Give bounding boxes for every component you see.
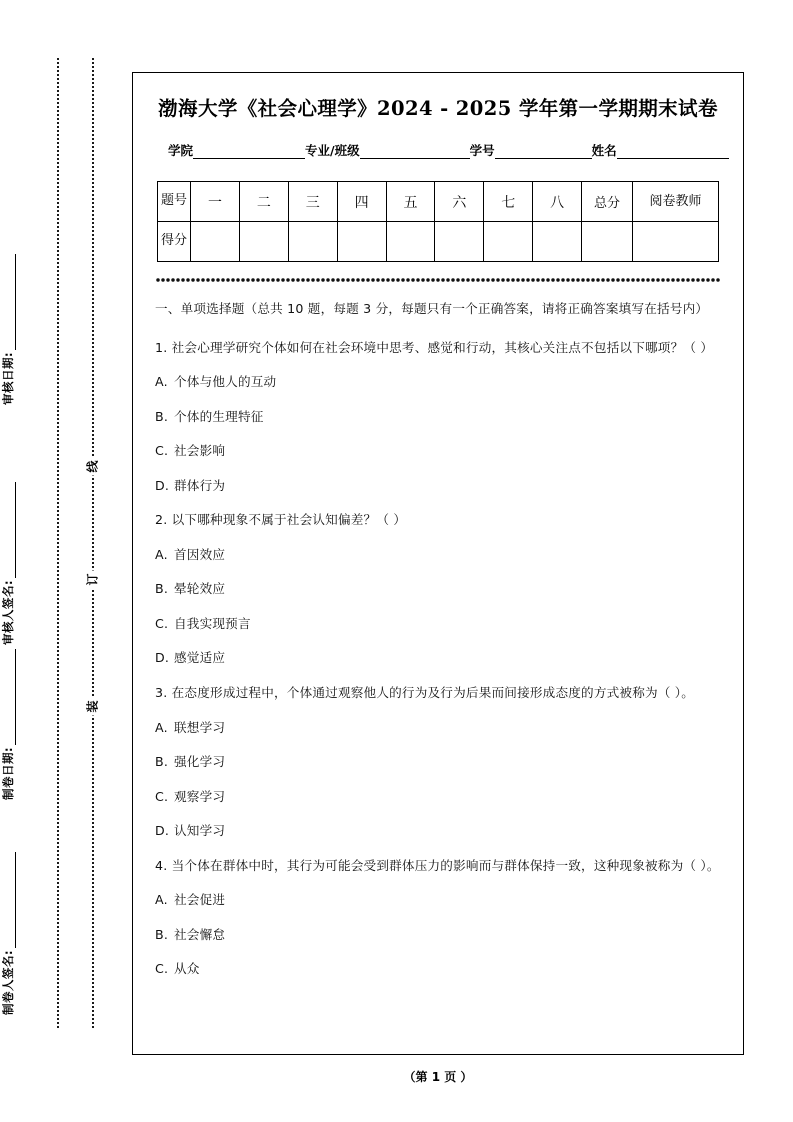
question-2-option-b[interactable] [155, 577, 721, 602]
question-2-option-c-text: 自我实现预言 [174, 615, 251, 631]
question-2-option-d-text: 感觉适应 [174, 650, 226, 666]
question-1-option-d[interactable] [155, 474, 721, 499]
left-margin-strip [0, 0, 128, 1122]
question-4-option-a-key: A. [155, 892, 168, 908]
question-3-text: 在态度形成过程中，个体通过观察他人的行为及行为后果而间接形成态度的方式被称为（ ）。 [171, 685, 695, 701]
score-cell-3[interactable] [288, 222, 337, 262]
margin-dotted-rule-inner [92, 58, 94, 1028]
question-2-option-b-text: 晕轮效应 [174, 581, 226, 597]
question-3-option-b-key: B. [155, 754, 169, 770]
question-3-option-b-text: 强化学习 [174, 754, 226, 770]
question-3-option-c[interactable] [155, 785, 721, 810]
score-table-col-5: 五 [386, 182, 435, 222]
question-4-option-c-key: C. [155, 961, 169, 977]
major-class-label: 专业/班级 [305, 143, 360, 158]
paper-made-date-text: 制卷日期: [1, 746, 15, 800]
score-table-col-3: 三 [288, 182, 337, 222]
question-1-option-c-key: C. [155, 443, 169, 459]
question-3-option-a-key: A. [155, 719, 168, 735]
question-1-option-b-key: B. [155, 408, 169, 424]
question-4-number: 4. [155, 857, 168, 873]
question-2-option-a-text: 首因效应 [174, 546, 226, 562]
question-4-option-a-text: 社会促进 [174, 892, 226, 908]
question-3-option-d[interactable] [155, 819, 721, 844]
margin-dotted-rule-outer [57, 58, 59, 1028]
score-table-rowhead-score: 得分 [158, 222, 191, 262]
review-date-blank [4, 254, 16, 350]
question-2-option-b-key: B. [155, 581, 169, 597]
score-table-rowhead-question: 题号 [158, 182, 191, 222]
college-label: 学院 [168, 143, 194, 158]
score-table-col-7: 七 [484, 182, 533, 222]
exam-sheet [132, 72, 744, 1055]
question-4-text: 当个体在群体中时，其行为可能会受到群体压力的影响而与群体保持一致，这种现象被称为（ ）。 [171, 857, 720, 873]
question-1-option-a-text: 个体与他人的互动 [174, 374, 277, 390]
paper-maker-signature-text: 制卷人签名: [1, 949, 15, 1015]
question-4-option-c-text: 从众 [174, 961, 200, 977]
review-date-text: 审核日期: [1, 351, 15, 405]
score-table-col-1: 一 [191, 182, 240, 222]
page-footer: （第 1 页 ） [403, 1070, 473, 1084]
binding-mark-line: 线 [81, 458, 104, 476]
score-cell-6[interactable] [435, 222, 484, 262]
question-2-text: 以下哪种现象不属于社会认知偏差？（ ） [171, 512, 407, 528]
college-input[interactable] [193, 145, 305, 159]
section-heading: 一、单项选择题（总共 10 题，每题 3 分，每题只有一个正确答案，请将正确答案填写在括号内） [155, 301, 709, 316]
binding-mark-order: 订 [81, 571, 104, 589]
question-1-option-a-key: A. [155, 374, 168, 390]
student-name-input[interactable] [617, 145, 729, 159]
question-3-number: 3. [155, 685, 168, 701]
student-id-label: 学号 [469, 143, 495, 158]
question-2-option-c[interactable] [155, 612, 721, 637]
question-1-option-c-text: 社会影响 [174, 443, 226, 459]
question-2-number: 2. [155, 512, 168, 528]
table-row-question-numbers [158, 182, 719, 222]
question-4-option-b-key: B. [155, 926, 169, 942]
question-4-option-a[interactable] [155, 888, 721, 913]
question-2-option-d-key: D. [155, 650, 170, 666]
paper-maker-signature-label [0, 715, 16, 1015]
student-id-field[interactable] [470, 141, 592, 159]
question-2 [155, 508, 721, 533]
question-1-option-b-text: 个体的生理特征 [174, 408, 264, 424]
question-2-option-d[interactable] [155, 646, 721, 671]
question-body [155, 297, 721, 982]
question-3-option-b[interactable] [155, 750, 721, 775]
score-cell-8[interactable] [533, 222, 582, 262]
student-id-input[interactable] [495, 145, 592, 159]
student-name-field[interactable] [592, 141, 729, 159]
question-1-option-a[interactable] [155, 370, 721, 395]
score-table-col-2: 二 [239, 182, 288, 222]
student-identity-row [150, 141, 726, 159]
score-table-col-grader: 阅卷教师 [633, 182, 719, 222]
question-3-option-d-key: D. [155, 823, 170, 839]
major-class-input[interactable] [360, 145, 470, 159]
score-cell-4[interactable] [337, 222, 386, 262]
question-2-option-c-key: C. [155, 615, 169, 631]
question-2-option-a[interactable] [155, 543, 721, 568]
dotted-separator [156, 278, 720, 283]
question-1-option-c[interactable] [155, 439, 721, 464]
score-table-col-4: 四 [337, 182, 386, 222]
question-3 [155, 681, 721, 706]
table-row-scores [158, 222, 719, 262]
question-4 [155, 854, 721, 879]
score-cell-7[interactable] [484, 222, 533, 262]
question-3-option-c-text: 观察学习 [174, 788, 226, 804]
question-3-option-d-text: 认知学习 [174, 823, 226, 839]
question-1 [155, 336, 721, 361]
question-1-text: 社会心理学研究个体如何在社会环境中思考、感觉和行动，其核心关注点不包括以下哪项？（ ） [171, 339, 714, 355]
score-cell-1[interactable] [191, 222, 240, 262]
score-cell-2[interactable] [239, 222, 288, 262]
question-4-option-b[interactable] [155, 923, 721, 948]
reviewer-signature-text: 审核人签名: [1, 579, 15, 645]
question-3-option-c-key: C. [155, 788, 169, 804]
score-table-col-total: 总分 [582, 182, 633, 222]
student-name-label: 姓名 [591, 143, 617, 158]
question-4-option-b-text: 社会懈怠 [174, 926, 226, 942]
question-1-number: 1. [155, 339, 168, 355]
paper-maker-signature-blank [4, 852, 16, 948]
score-cell-grader[interactable] [633, 222, 719, 262]
score-table-col-8: 八 [533, 182, 582, 222]
page-title: 渤海大学《社会心理学》2024 - 2025 学年第一学期期末试卷 [158, 97, 718, 120]
question-3-option-a-text: 联想学习 [174, 719, 226, 735]
binding-mark-bind: 装 [81, 698, 104, 716]
score-table [157, 181, 719, 262]
major-class-field[interactable] [305, 141, 470, 159]
question-4-option-c[interactable] [155, 957, 721, 982]
question-3-option-a[interactable] [155, 716, 721, 741]
score-table-col-6: 六 [435, 182, 484, 222]
question-1-option-d-key: D. [155, 477, 170, 493]
question-1-option-d-text: 群体行为 [174, 477, 226, 493]
question-1-option-b[interactable] [155, 405, 721, 430]
college-field[interactable] [168, 141, 305, 159]
score-cell-total[interactable] [582, 222, 633, 262]
score-cell-5[interactable] [386, 222, 435, 262]
question-2-option-a-key: A. [155, 546, 168, 562]
